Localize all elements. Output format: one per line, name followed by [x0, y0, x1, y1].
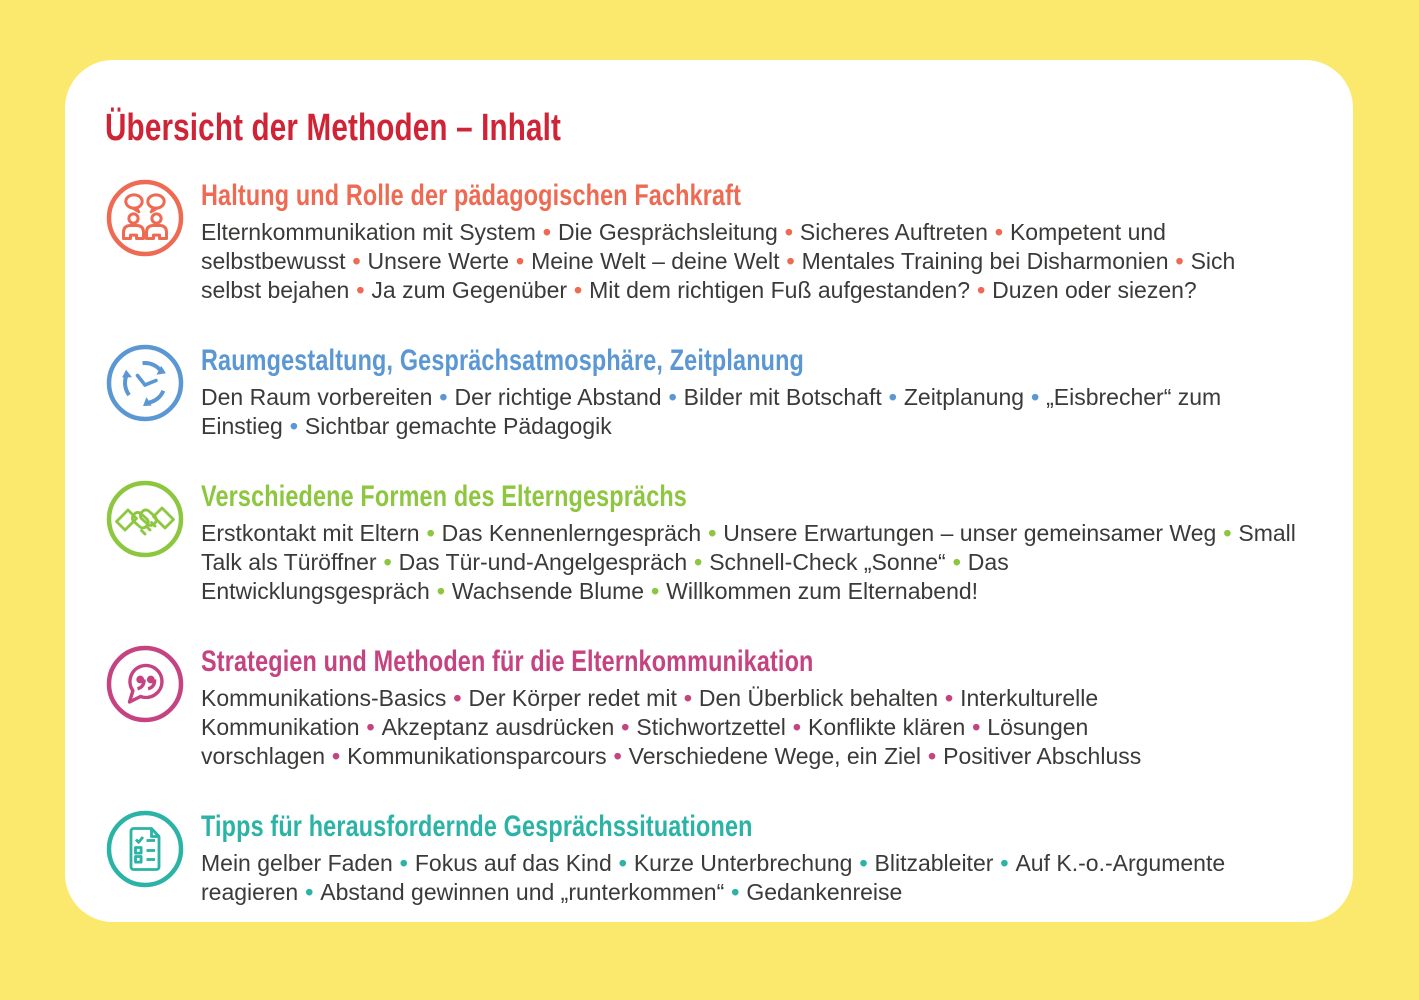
people-chat-icon — [105, 178, 185, 258]
method-item: Mein gelber Faden — [201, 850, 393, 876]
method-item: Elternkommunikation mit System — [201, 219, 536, 245]
bullet-separator: • — [972, 714, 981, 740]
method-item: Meine Welt – deine Welt — [531, 248, 780, 274]
bullet-separator: • — [945, 685, 954, 711]
method-section-formen-des-elterngespraechs — [105, 479, 1297, 606]
checklist-doc-icon — [105, 809, 185, 889]
bullet-separator: • — [332, 743, 341, 769]
method-item: Das Kennenlerngespräch — [441, 520, 702, 546]
section-heading-row — [201, 344, 1297, 378]
bullet-separator: • — [1031, 384, 1040, 410]
section-items — [201, 684, 1296, 771]
method-item: Abstand gewinnen und „runterkommen“ — [320, 879, 725, 905]
bullet-separator: • — [1000, 850, 1009, 876]
method-section-tipps-gespraechssituationen — [105, 809, 1297, 907]
method-item: Wachsende Blume — [451, 578, 645, 604]
section-heading-row — [201, 480, 1297, 514]
bullet-separator: • — [289, 413, 298, 439]
bullet-separator: • — [859, 850, 868, 876]
method-item: Sichtbar gemachte Pädagogik — [304, 413, 612, 439]
bullet-separator: • — [731, 879, 740, 905]
method-item: Erstkontakt mit Eltern — [201, 520, 420, 546]
bullet-separator: • — [516, 248, 525, 274]
method-item: Unsere Erwartungen – unser gemeinsamer Weg — [723, 520, 1217, 546]
bullet-separator: • — [1175, 248, 1184, 274]
method-item: Mit dem richtigen Fuß aufgestanden? — [589, 277, 971, 303]
method-item: Kurze Unterbrechung — [633, 850, 853, 876]
method-item: Konflikte klären — [807, 714, 966, 740]
method-item: Lösungen vorschlagen — [201, 714, 1089, 769]
method-item: Den Überblick behalten — [698, 685, 938, 711]
clock-cycle-icon — [105, 343, 185, 423]
bullet-separator: • — [1223, 520, 1232, 546]
method-item: Kompetent und selbstbewusst — [201, 219, 1166, 274]
bullet-separator: • — [621, 714, 630, 740]
section-heading: Strategien und Methoden für die Elternkommunikation — [201, 645, 814, 678]
method-item: Bilder mit Botschaft — [683, 384, 882, 410]
bullet-separator: • — [618, 850, 627, 876]
method-item: Ja zum Gegenüber — [371, 277, 568, 303]
method-item: Fokus auf das Kind — [414, 850, 612, 876]
method-item: Verschiedene Wege, ein Ziel — [628, 743, 922, 769]
method-item: „Eisbrecher“ zum Einstieg — [201, 384, 1222, 439]
bullet-separator: • — [694, 549, 703, 575]
method-item: Willkommen zum Elternabend! — [666, 578, 979, 604]
section-content — [201, 178, 1297, 305]
bullet-separator: • — [366, 714, 375, 740]
content-card — [65, 60, 1353, 922]
bullet-separator: • — [399, 850, 408, 876]
bullet-separator: • — [305, 879, 314, 905]
bullet-separator: • — [977, 277, 986, 303]
method-section-haltung-und-rolle — [105, 178, 1297, 305]
bullet-separator: • — [928, 743, 937, 769]
handshake-icon — [105, 479, 185, 559]
bullet-separator: • — [786, 248, 795, 274]
bullet-separator: • — [952, 549, 961, 575]
bullet-separator: • — [613, 743, 622, 769]
section-items — [201, 519, 1296, 606]
method-item: Blitzableiter — [874, 850, 994, 876]
section-items — [201, 383, 1296, 441]
page-title: Übersicht der Methoden – Inhalt — [105, 107, 562, 149]
bullet-separator: • — [994, 219, 1003, 245]
section-heading: Tipps für herausfordernde Gesprächssituationen — [201, 810, 753, 843]
method-item: Der richtige Abstand — [454, 384, 662, 410]
section-heading: Verschiedene Formen des Elterngesprächs — [201, 480, 687, 513]
bullet-separator: • — [352, 248, 361, 274]
bullet-separator: • — [651, 578, 660, 604]
method-sections — [105, 178, 1297, 907]
bullet-separator: • — [792, 714, 801, 740]
method-item: Sich selbst bejahen — [201, 248, 1236, 303]
bullet-separator: • — [453, 685, 462, 711]
method-item: Gedankenreise — [746, 879, 903, 905]
method-item: Kommunikationsparcours — [347, 743, 607, 769]
method-item: Akzeptanz ausdrücken — [381, 714, 615, 740]
method-item: Stichwortzettel — [636, 714, 786, 740]
method-item: Den Raum vorbereiten — [201, 384, 433, 410]
section-content — [201, 809, 1297, 907]
method-item: Das Entwicklungsgespräch — [201, 549, 1009, 604]
section-items — [201, 849, 1296, 907]
bullet-separator: • — [356, 277, 365, 303]
method-item: Zeitplanung — [903, 384, 1025, 410]
section-heading: Haltung und Rolle der pädagogischen Fachkraft — [201, 179, 742, 212]
bullet-separator: • — [888, 384, 897, 410]
section-heading-row — [201, 179, 1297, 213]
section-content — [201, 343, 1297, 441]
section-heading-row — [201, 645, 1297, 679]
bullet-separator: • — [542, 219, 551, 245]
bullet-separator: • — [574, 277, 583, 303]
section-content — [201, 644, 1297, 771]
method-item: Small Talk als Türöffner — [201, 520, 1296, 575]
bullet-separator: • — [683, 685, 692, 711]
method-item: Unsere Werte — [367, 248, 509, 274]
bullet-separator: • — [383, 549, 392, 575]
method-section-raumgestaltung — [105, 343, 1297, 441]
method-item: Das Tür-und-Angelgespräch — [398, 549, 688, 575]
method-item: Mentales Training bei Disharmonien — [801, 248, 1169, 274]
section-content — [201, 479, 1297, 606]
bullet-separator: • — [668, 384, 677, 410]
bullet-separator: • — [708, 520, 717, 546]
bullet-separator: • — [436, 578, 445, 604]
bullet-separator: • — [439, 384, 448, 410]
section-heading-row — [201, 810, 1297, 844]
quote-bubble-icon — [105, 644, 185, 724]
method-item: Der Körper redet mit — [468, 685, 677, 711]
method-item: Interkulturelle Kommunikation — [201, 685, 1099, 740]
section-heading: Raumgestaltung, Gesprächsatmosphäre, Zeitplanung — [201, 344, 805, 377]
method-item: Kommunikations-Basics — [201, 685, 447, 711]
method-item: Positiver Abschluss — [943, 743, 1142, 769]
section-items — [201, 218, 1296, 305]
bullet-separator: • — [426, 520, 435, 546]
bullet-separator: • — [784, 219, 793, 245]
method-item: Sicheres Auftreten — [799, 219, 988, 245]
method-item: Duzen oder siezen? — [992, 277, 1197, 303]
method-section-strategien-und-methoden — [105, 644, 1297, 771]
method-item: Die Gesprächsleitung — [557, 219, 778, 245]
method-item: Schnell-Check „Sonne“ — [709, 549, 946, 575]
method-item: Auf K.-o.-Argumente reagieren — [201, 850, 1226, 905]
